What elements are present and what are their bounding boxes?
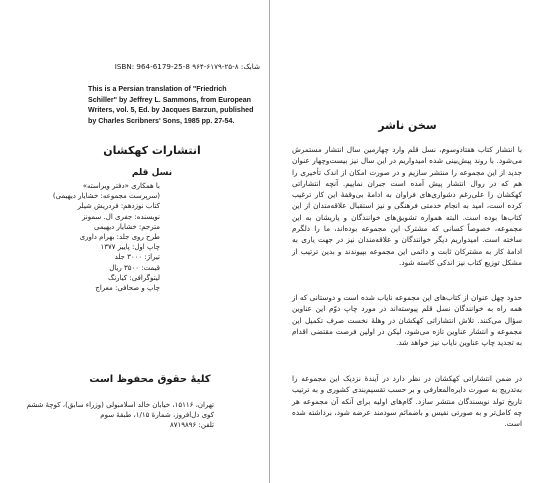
info-line: چاپ اول: پاییز ۱۳۷۷ [100,243,160,252]
info-line: چاپ و صحافی: معراج [95,284,160,293]
info-line: تیراژ: ۳۰۰۰ جلد [114,253,160,262]
publisher-address [26,400,214,431]
series-title: نسل قلم [131,168,173,178]
info-line: لیتوگرافی: کیارنگ [107,273,160,282]
address-line: تهران، ۱۵۱۱۶، خیابان خالد اسلامبولی (وزراء سابق)، کوچهٔ ششم [26,401,214,409]
copyright-notice: کلیهٔ حقوق محفوظ است [89,374,211,385]
info-line: با همکاری «دفتر ویراسته» [82,182,160,190]
info-line: طرح روی جلد: بهرام داوری [79,233,160,242]
paragraph: با انتشار کتاب هفتادوسوم، نسل قلم وارد چهارمین سال انتشار مستمرش می‌شود. با روند پیش‌بینی شده امیدواریم در این سال نیز بیست‌وچهار عنوان جدید از این مجموعه را منتشر سازیم و در صورت امکان از اندک تأخیری را هم که در روال انتشار پیش آمده است جبران نماییم. آنچه انتشاراتی کهکشان را علی‌رغم دشواری‌های فراوان به ادامهٔ بی‌وقفهٔ این کار ترغیب کرده است، امید به انجام خدمتی فرهنگی و نیز استقبال علاقه‌مندان از این کتاب‌ها بوده است. البته همواره تشویق‌های خوانندگان و یاریشان به این مجموعه، خصوصاً کسانی که مشترک این مجموعه بوده‌اند، ما را دلگرم ساخته است. امیدواریم دیگر خوانندگان و علاقه‌مندان نیز در جهت یاری به ادامهٔ کار به مشترکان ثابت و دائمی این مجموعه بپیوندند و بدین ترتیب از مشکل توزیع کتاب نیز اندکی کاسته شود. [292,145,522,267]
book-info [20,181,160,293]
left-page [0,0,270,483]
info-line: کتاب نوزدهم: فردریش شیلر [77,202,160,211]
publisher-name: انتشارات کهکشان [103,144,201,157]
address-line: کوی دل‌افروز، شمارهٔ ۱/۱۵، طبقهٔ سوم [100,411,214,420]
isbn-line: ISBN: 964-6179-25-8 شابک: ۸-۲۵-۶۱۷۹-۹۶۴ [114,62,260,71]
info-line: (سرپرست مجموعه: خشایار دیهیمی) [52,192,160,201]
paragraph: در ضمن انتشاراتی کهکشان در نظر دارد در آیندهٔ نزدیک این مجموعه را به‌تدریج به صورت دایره‌المعارفی و بر حسب تقسیم‌بندی کشوری و به ترتیب تاریخ تولد نویسندگان منتشر سازد. گام‌های اولیه برای آنکه آن مجموعه هر چه کامل‌تر و به صورتی نفیس و با‌ضمائم سودمند عرضه شود، برداشته شده است. [292,374,522,429]
address-line: تلفن: ۸۷۱۹۸۹۶ [169,421,214,430]
info-line: قیمت: ۳۵۰۰ ریال [109,263,160,272]
info-line: نویسنده: جفری ال. سمونز [81,212,160,221]
translation-credit: This is a Persian translation of "Friedrich Schiller" by Jeffrey L. Sammons, from European Writers, vol. 5, Ed. by Jacques Barzun, published by Charles Scribners' Sons, 1985 pp. 27-54. [88,85,254,125]
publisher-note-heading: سخن ناشر [378,119,437,132]
paragraph: حدود چهل عنوان از کتاب‌های این مجموعه نایاب شده است و دوستانی که از همه راه به خوانندگان نسل قلم پیوسته‌اند در مورد چاپ دوّم این عناوین سؤال می‌کنند. تلاش انتشاراتی کهکشان در وهلهٔ نخست صرف تکمیل این مجموعه و انتشار عناوین تازه می‌شود، لیکن در اولین فرصت مقتضی اقدام به تجدید چاپ عناوین نایاب نیز خواهد شد. [292,293,522,348]
info-line: مترجم: خشایار دیهیمی [94,222,160,231]
